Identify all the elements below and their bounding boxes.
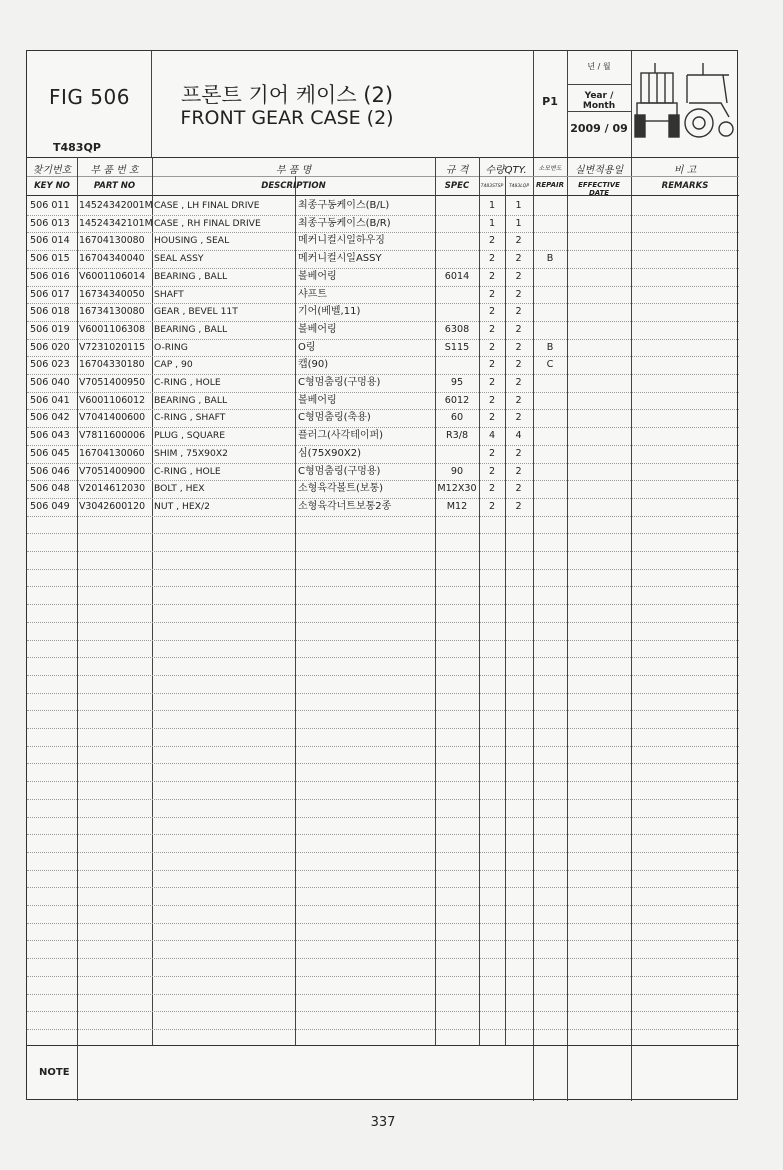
description-korean: 소형육각볼트(보통) [298,483,384,495]
qty-model-1: 2 [488,270,496,282]
part-no: V7051400900 [79,465,146,477]
col-remarks: REMARKS [661,181,709,191]
row-rule [27,604,739,605]
key-no: 506 023 [30,359,70,371]
description: BEARING , BALL [154,394,228,406]
description-korean: O링 [298,341,316,353]
description: SEAL ASSY [154,253,204,265]
qty-model-2: 2 [515,235,522,247]
part-no: V6001106014 [79,270,146,282]
row-rule [27,834,739,835]
table-row [27,409,739,427]
key-no: 506 040 [30,377,70,388]
row-rule [27,781,739,782]
row-rule [27,976,739,977]
row-rule [27,870,739,871]
qty-model-1: 2 [488,500,496,512]
part-no: V6001106308 [79,323,146,335]
spec: 60 [450,412,464,424]
qty-model-2: 2 [515,483,522,495]
parts-sheet [26,50,738,1100]
col-part: PART NO [93,181,136,191]
spec: S115 [444,341,470,353]
qty-model-2: 2 [515,394,522,406]
row-rule [27,657,739,658]
qty-model-1: 2 [488,341,496,353]
row-rule [27,533,739,534]
description-korean: 메커니컬시일ASSY [298,253,382,265]
description: CAP , 90 [154,359,193,371]
part-no: 14524342001M [79,200,153,211]
qty-model-2: 1 [515,217,522,229]
qty-model-1: 2 [488,483,496,495]
qty-model-2: 4 [515,430,522,442]
key-no: 506 015 [30,253,70,265]
spec: M12X30 [437,483,477,495]
table-row [27,339,739,357]
row-rule [27,994,739,995]
part-no: V7041400600 [79,412,146,424]
table-row [27,463,739,481]
qty-model-2: 2 [515,359,522,371]
row-rule [27,551,739,552]
qty-model-2: 1 [515,200,522,211]
qty-model-2: 2 [515,412,522,424]
row-rule [27,1011,739,1012]
qty-model-1: 1 [488,217,496,229]
description: O-RING [154,341,188,353]
description: CASE , LH FINAL DRIVE [154,200,260,211]
table-row [27,427,739,445]
col-repair: REPAIR [535,181,565,189]
description-korean: 소형육각너트보통2종 [298,500,392,512]
row-rule [27,852,739,853]
row-rule [27,693,739,694]
col-part-ko: 부 품 번 호 [90,165,139,176]
qty-model-2: 2 [515,500,522,512]
repair-code: B [546,341,554,353]
row-rule [27,1029,739,1030]
description-korean: 볼베어링 [298,323,337,335]
spec: 90 [450,465,464,477]
qty-model-1: 2 [488,412,496,424]
qty-model-1: 2 [488,377,496,388]
qty-model-1: 2 [488,235,496,247]
repair-code: B [546,253,554,265]
key-no: 506 016 [30,270,70,282]
col-repair-ko: 소모변도 [538,165,562,172]
col-spec: SPEC [444,181,470,191]
description: CASE , RH FINAL DRIVE [154,217,261,229]
tractor-icon [633,59,735,145]
col-effective-ko: 실변적용일 [574,165,624,176]
description-korean: 볼베어링 [298,394,337,406]
table-row [27,356,739,374]
row-rule [27,675,739,676]
description-korean: 캡(90) [298,359,329,371]
table-row [27,321,739,339]
page-title-korean: 프론트 기어 케이스 (2) [180,83,394,107]
part-no: V6001106012 [79,394,146,406]
description-korean: C형멈춤링(구멍용) [298,465,381,477]
model-code: T483QP [53,141,101,154]
row-rule [27,640,739,641]
qty-model-2: 2 [515,253,522,265]
row-rule [27,746,739,747]
col-qty-model-2: T483LQP [508,184,530,189]
key-no: 506 014 [30,235,70,247]
key-no: 506 045 [30,447,70,459]
spec: M12 [446,500,468,512]
qty-model-2: 2 [515,447,522,459]
description: C-RING , HOLE [154,377,221,388]
table-row [27,303,739,321]
qty-model-2: 2 [515,323,522,335]
table-row [27,392,739,410]
spec: 6014 [444,270,470,282]
part-no: V2014612030 [79,483,146,495]
spec: R3/8 [445,430,469,442]
qty-model-1: 2 [488,288,496,300]
row-rule [27,799,739,800]
spec: 95 [450,377,464,388]
row-rule [27,516,739,517]
table-row [27,286,739,304]
table-row [27,480,739,498]
description: BOLT , HEX [154,483,205,495]
part-no: V7051400950 [79,377,146,388]
repair-code: C [546,359,554,371]
qty-model-2: 2 [515,288,522,300]
qty-model-1: 2 [488,465,496,477]
fig-number: FIG 506 [49,85,130,109]
row-rule [27,923,739,924]
key-no: 506 049 [30,500,70,512]
description-korean: 최종구동케이스(B/L) [298,200,390,211]
qty-model-1: 1 [488,200,496,211]
description-korean: 볼베어링 [298,270,337,282]
key-no: 506 019 [30,323,70,335]
key-no: 506 048 [30,483,70,495]
table-row [27,197,739,215]
col-qty: 수량QTY. [485,165,527,176]
qty-model-2: 2 [515,465,522,477]
description-korean: 샤프트 [298,288,327,300]
col-desc-ko: 부 품 명 [275,165,312,176]
description-korean: 최종구동케이스(B/R) [298,217,391,229]
description: BEARING , BALL [154,270,228,282]
col-key-ko: 찾기번호 [32,165,72,176]
table-row [27,215,739,233]
qty-model-2: 2 [515,377,522,388]
qty-model-1: 2 [488,447,496,459]
key-no: 506 017 [30,288,70,300]
row-rule [27,586,739,587]
description: GEAR , BEVEL 11T [154,306,238,318]
description: C-RING , SHAFT [154,412,226,424]
note-label: NOTE [39,1067,70,1078]
part-no: 16704340040 [79,253,145,265]
part-no: V7811600006 [79,430,146,442]
year-month-label: Year / Month [582,91,616,111]
description-korean: 플러그(사각테이퍼) [298,430,384,442]
table-row [27,268,739,286]
description-korean: 기어(베벨,11) [298,306,361,318]
year-month-label-korean: 년 / 월 [587,62,611,71]
page-number: 337 [370,1115,396,1130]
table-row [27,498,739,516]
description-korean: C형멈춤링(축용) [298,412,371,424]
qty-model-2: 2 [515,306,522,318]
description: NUT , HEX/2 [154,500,210,512]
key-no: 506 043 [30,430,70,442]
qty-model-1: 4 [488,430,496,442]
row-rule [27,763,739,764]
row-rule [27,958,739,959]
description: SHIM , 75X90X2 [154,447,228,459]
key-no: 506 042 [30,412,70,424]
page-title: FRONT GEAR CASE (2) [180,107,394,129]
col-qty-model-1: T483STSP [480,184,504,189]
spec: 6308 [444,323,470,335]
row-rule [27,905,739,906]
description-korean: 메커니컬시일하우징 [298,235,385,247]
table-row [27,374,739,392]
row-rule [27,710,739,711]
part-no: 16734340050 [79,288,145,300]
qty-model-1: 2 [488,394,496,406]
part-no: V3042600120 [79,500,146,512]
spec: 6012 [444,394,470,406]
row-rule [27,728,739,729]
qty-model-2: 2 [515,270,522,282]
qty-model-1: 2 [488,306,496,318]
col-remarks-ko: 비 고 [673,165,697,176]
table-row [27,232,739,250]
row-rule [27,622,739,623]
key-no: 506 041 [30,394,70,406]
table-row [27,445,739,463]
qty-model-1: 2 [488,253,496,265]
row-rule [27,569,739,570]
part-no: 16734130080 [79,306,145,318]
part-no: 16704130060 [79,447,145,459]
description: BEARING , BALL [154,323,228,335]
row-rule [27,817,739,818]
description: PLUG , SQUARE [154,430,226,442]
col-effective: EFFECTIVE DATE [578,181,620,197]
key-no: 506 018 [30,306,70,318]
part-no: 16704130080 [79,235,145,247]
part-no: V7231020115 [79,341,146,353]
part-no: 14524342101M [79,217,153,229]
page-id: P1 [542,95,558,108]
part-no: 16704330180 [79,359,145,371]
qty-model-1: 2 [488,359,496,371]
col-key: KEY NO [34,181,70,191]
col-desc: DESCRIPTION [261,181,326,191]
key-no: 506 020 [30,341,70,353]
description: SHAFT [154,288,184,300]
col-spec-ko: 규 격 [445,165,469,176]
description-korean: C형멈춤링(구멍용) [298,377,381,388]
description: HOUSING , SEAL [154,235,230,247]
row-rule [27,887,739,888]
table-row [27,250,739,268]
key-no: 506 011 [30,200,70,211]
key-no: 506 046 [30,465,70,477]
description-korean: 심(75X90X2) [298,447,361,459]
year-month-value: 2009 / 09 [570,122,628,135]
description: C-RING , HOLE [154,465,221,477]
row-rule [27,940,739,941]
qty-model-2: 2 [515,341,522,353]
key-no: 506 013 [30,217,70,229]
qty-model-1: 2 [488,323,496,335]
